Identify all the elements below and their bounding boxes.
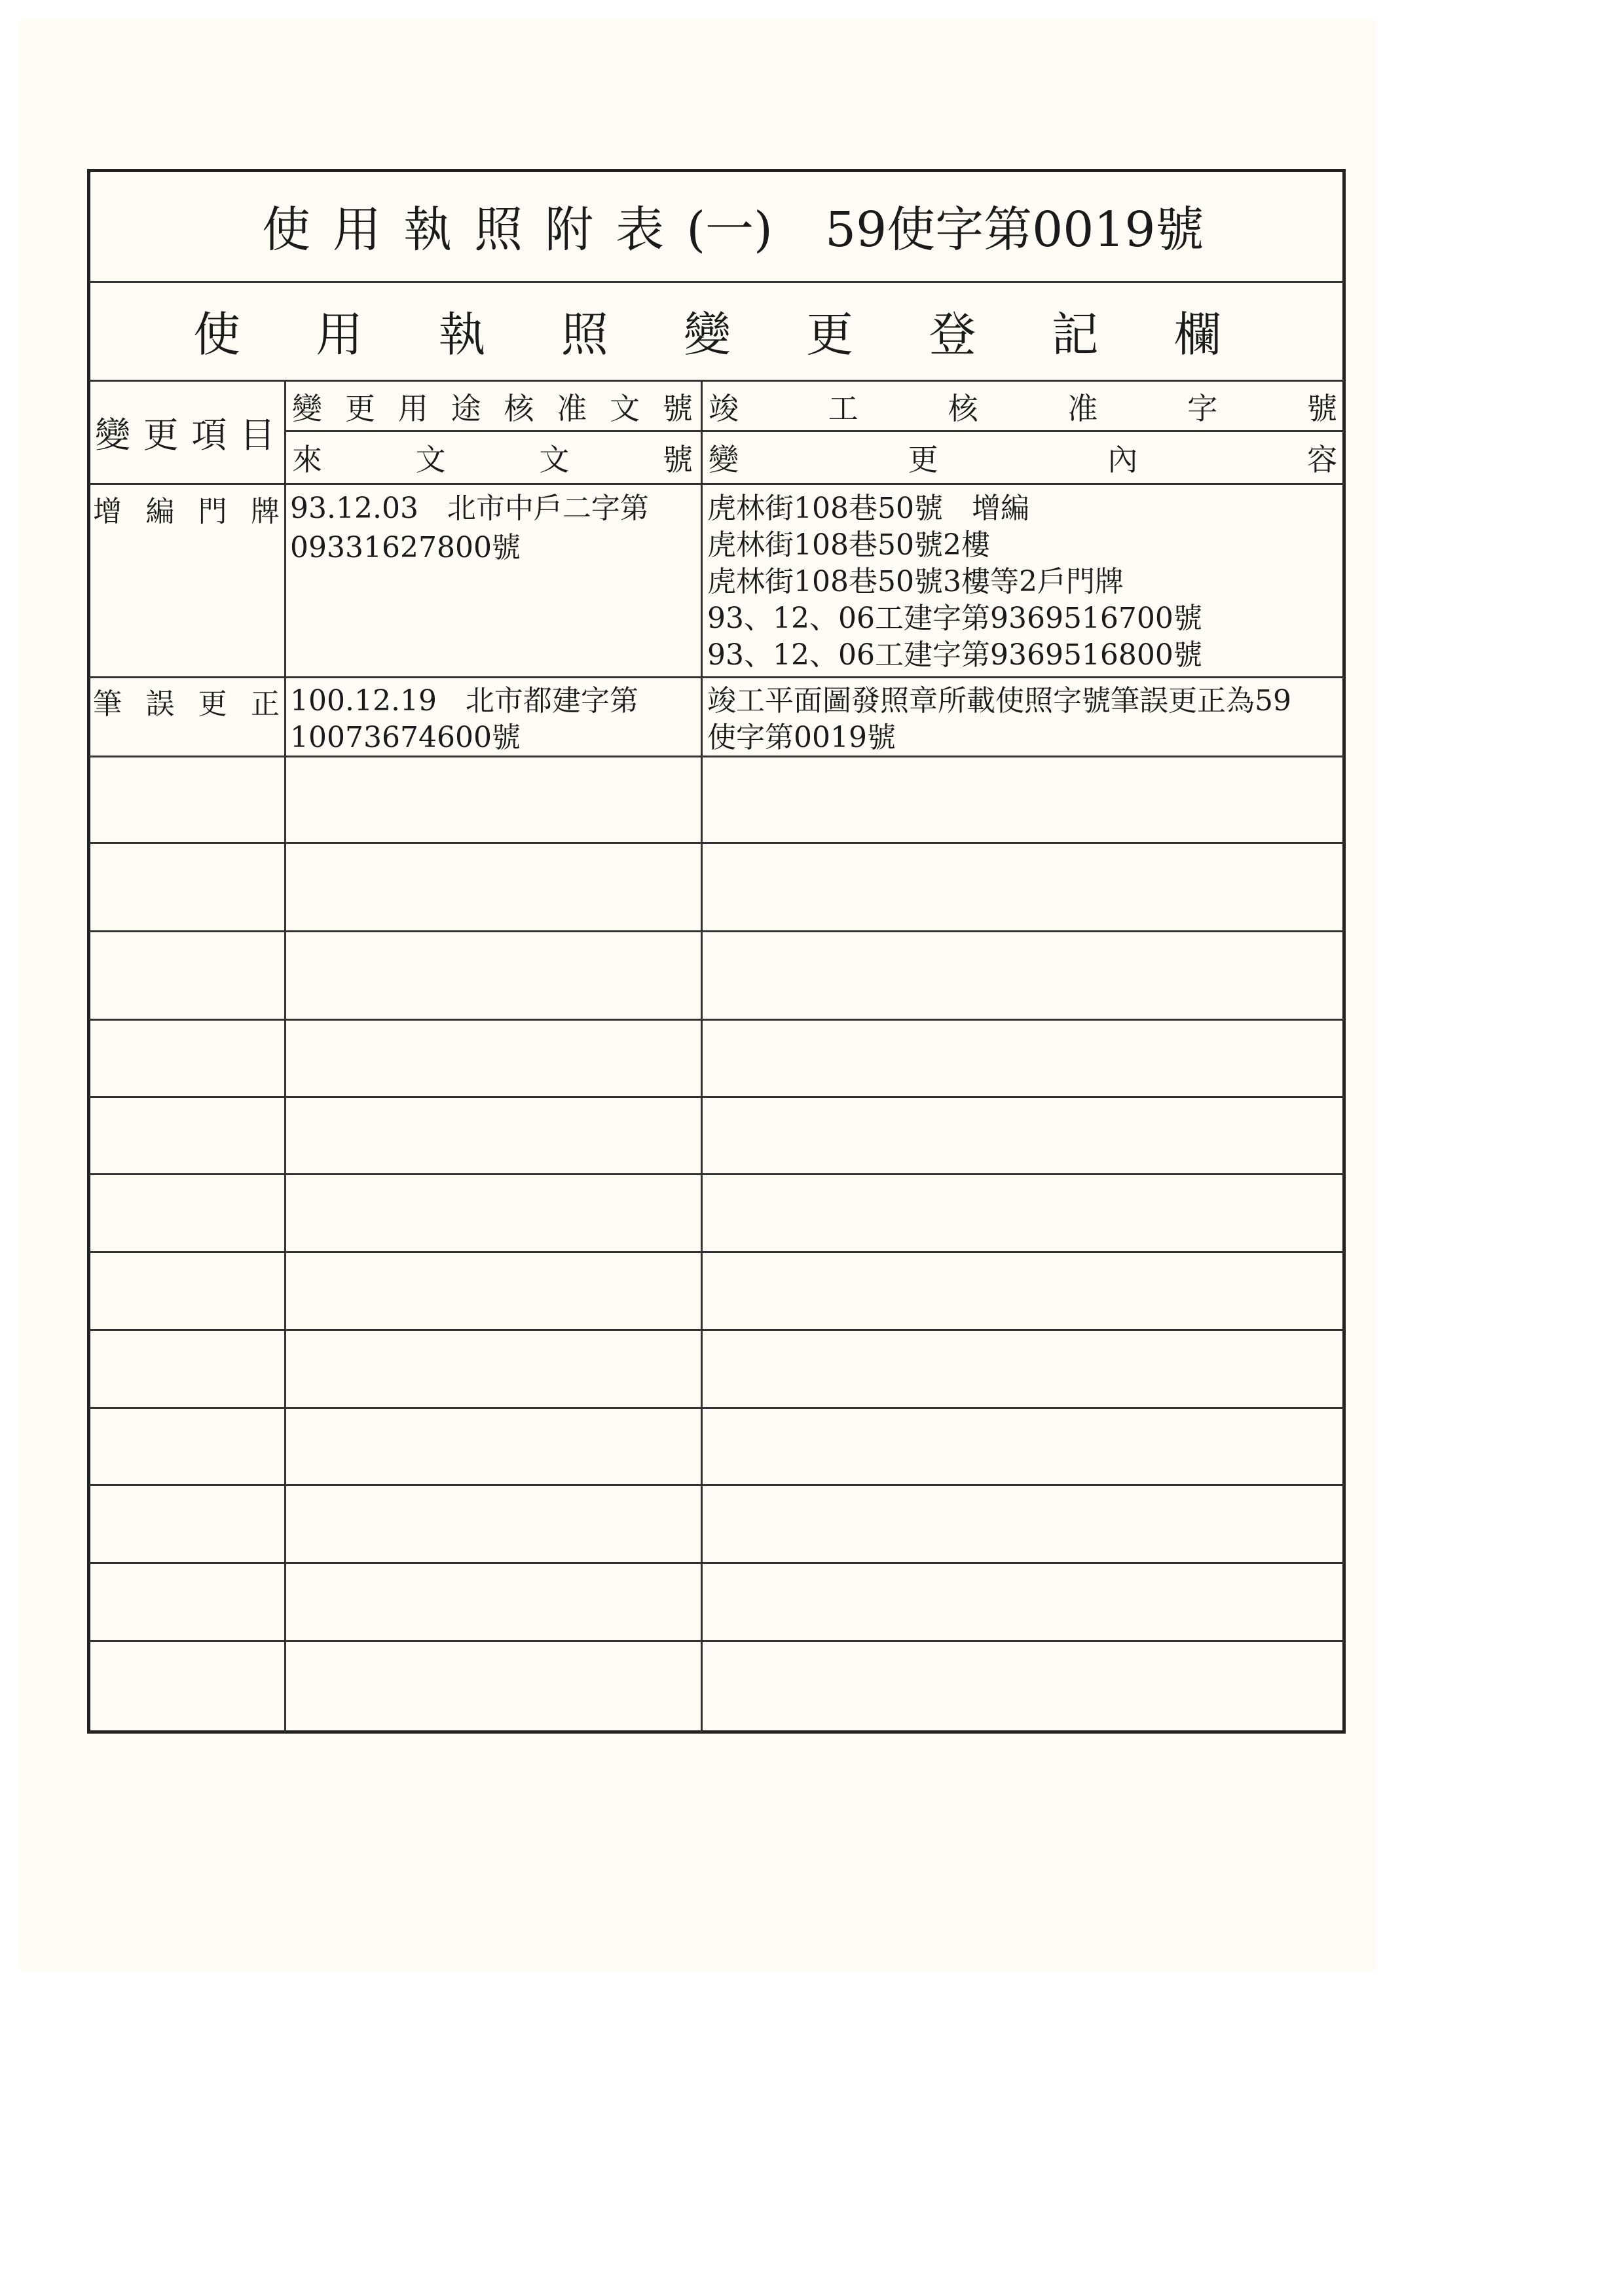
row-1-content-line: 93、12、06工建字第9369516800號 — [707, 638, 1202, 672]
subtitle-char: 變 — [683, 307, 731, 362]
row-1-item: 增 編 門 牌 — [93, 495, 280, 528]
rule-empty-row — [89, 1407, 1344, 1409]
rule-below-header — [89, 483, 1344, 485]
rule-empty-row — [89, 1096, 1344, 1098]
license-number: 59使字第0019號 — [825, 202, 1204, 258]
section-subtitle — [193, 298, 1221, 363]
rule-col-2 — [701, 380, 703, 1732]
rule-empty-row — [89, 1562, 1344, 1564]
rule-empty-row — [89, 930, 1344, 932]
subtitle-char: 欄 — [1173, 307, 1221, 362]
row-1-doc-line: 09331627800號 — [290, 531, 521, 564]
header-change-content: 變 更 內 容 — [709, 442, 1337, 477]
subtitle-char: 登 — [929, 307, 976, 362]
row-2-content-line: 使字第0019號 — [707, 721, 896, 754]
header-completion-approval: 竣 工 核 准 字 號 — [709, 391, 1337, 426]
row-2-doc-line: 10073674600號 — [290, 721, 521, 754]
subtitle-char: 使 — [193, 307, 241, 362]
row-2-content-line: 竣工平面圖發照章所載使照字號筆誤更正為59 — [707, 684, 1291, 718]
rule-below-row-1 — [89, 676, 1344, 678]
rule-empty-row — [89, 1173, 1344, 1175]
header-change-item: 變 更 項 目 — [95, 414, 275, 456]
header-incoming-doc: 來 文 文 號 — [292, 442, 693, 477]
title-char: 表 — [616, 202, 665, 258]
row-1-content-line: 虎林街108巷50號2樓 — [707, 528, 990, 562]
rule-empty-row — [89, 1251, 1344, 1253]
row-1-content-line: 虎林街108巷50號 增編 — [707, 492, 1029, 525]
subtitle-char: 照 — [561, 307, 608, 362]
row-1-doc-line: 93.12.03 北市中戶二字第 — [290, 492, 649, 525]
row-2-doc-line: 100.12.19 北市都建字第 — [290, 684, 638, 718]
title-char: 照 — [474, 202, 523, 258]
title-char: (一) — [686, 202, 773, 258]
document-title — [262, 190, 773, 262]
row-1-content-line: 93、12、06工建字第9369516700號 — [707, 602, 1202, 635]
subtitle-char: 執 — [438, 307, 486, 362]
row-1-content-line: 虎林街108巷50號3樓等2戶門牌 — [707, 565, 1124, 598]
rule-empty-row — [89, 842, 1344, 844]
subtitle-char: 記 — [1051, 307, 1099, 362]
subtitle-char: 更 — [806, 307, 854, 362]
rule-empty-row — [89, 1329, 1344, 1331]
row-2-item: 筆 誤 更 正 — [93, 687, 280, 721]
rule-empty-row — [89, 1484, 1344, 1486]
title-char: 執 — [403, 202, 452, 258]
rule-empty-row — [89, 1019, 1344, 1021]
rule-below-subtitle — [89, 380, 1344, 382]
rule-below-title — [89, 281, 1344, 283]
title-char: 附 — [545, 202, 594, 258]
rule-col-1 — [284, 380, 286, 1732]
rule-empty-row — [89, 1640, 1344, 1642]
subtitle-char: 用 — [316, 307, 363, 362]
header-approval-doc: 變 更 用 途 核 准 文 號 — [292, 391, 693, 426]
rule-header-mid — [286, 430, 1344, 432]
title-char: 使 — [262, 202, 310, 258]
title-char: 用 — [333, 202, 382, 258]
